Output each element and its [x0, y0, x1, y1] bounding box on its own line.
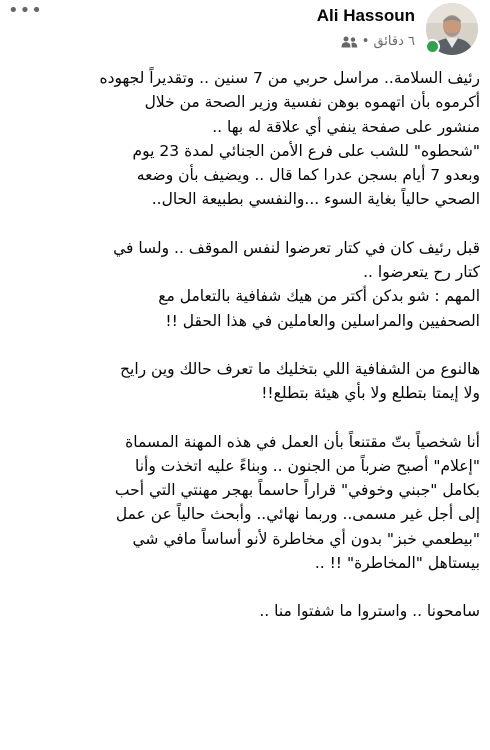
post-text — [8, 66, 480, 624]
post-paragraph: أنا شخصياً بتّ مقتنعاً بأن العمل في هذه المهنة المسماة "إعلام" أصبح ضرباً من الجنون .. وبناءً عليه اتخذت وأنا بكامل "جبني وخوفي" قراراً حاسماً بهجر مهنتي التي أحب إلى أجل غير مسمى.. وربما نهائي.. وأبحث حالياً عن عمل "بيطعمي خبز" بدون أي مخاطرة لأنو أساساً مافي شي بيستاهل "المخاطرة" !! .. — [114, 432, 480, 573]
online-status-dot — [425, 39, 440, 54]
meta-separator: • — [361, 34, 370, 49]
avatar-container — [426, 3, 478, 55]
post-paragraph: هالنوع من الشفافية اللي بتخليك ما تعرف حالك وين رايح ولا إيمتا بتطلع ولا بأي هيئة بتطلع!! — [120, 359, 480, 403]
post-paragraph: قبل رئيف كان في كتار تعرضوا لنفس الموقف .. ولسا في كتار رح يتعرضوا .. المهم : شو بدكن أكتر من هيك شفافية بالتعامل مع الصحفيين والمراسلين والعاملين في هذا الحقل !! — [113, 238, 480, 330]
post-paragraph: رئيف السلامة.. مراسل حربي من 7 سنين .. وتقديراً لجهوده أكرموه بأن اتهموه بوهن نفسية وزير الصحة من خلال منشور على صفحة ينفي أي علاقة له بها .. "شحطوه" للشب على فرع الأمن الجنائي لمدة 23 يوم وبعدو 7 أيام بسجن عدرا كما قال .. ويضيف بأن وضعه الصحي حالياً بغاية السوء ...والنفسي بطبيعة الحال.. — [99, 69, 480, 209]
friends-icon[interactable] — [341, 36, 358, 48]
more-options-button[interactable]: ••• — [8, 0, 43, 21]
author-name[interactable]: Ali Hassoun — [316, 6, 415, 25]
post-paragraph: سامحونا .. واستروا ما شفتوا منا .. — [259, 602, 480, 621]
post-meta — [341, 34, 415, 49]
post-header — [0, 0, 490, 62]
post-timestamp[interactable]: ٦ دقائق — [373, 34, 415, 49]
